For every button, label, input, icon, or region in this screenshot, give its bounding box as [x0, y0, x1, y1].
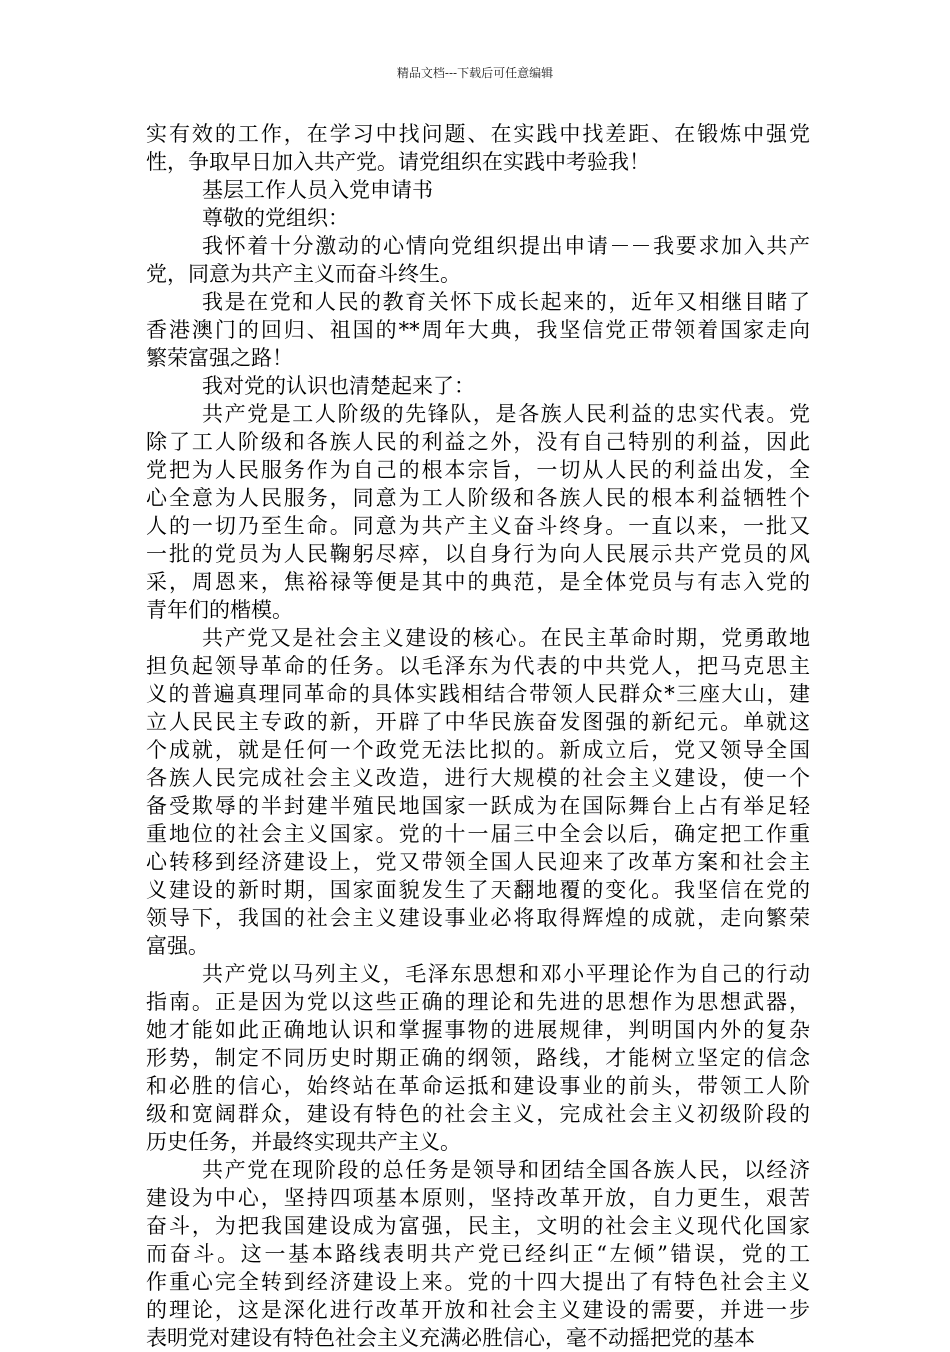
paragraph: [146, 372, 810, 400]
text-line: 青年们的楷模。: [146, 598, 293, 622]
text-line: 一批的党员为人民鞠躬尽瘁，以自身行为向人民展示共产党员的风: [146, 542, 810, 566]
text-line: 基层工作人员入党申请书: [202, 178, 433, 202]
text-line: 共产党以马列主义，毛泽东思想和邓小平理论作为自己的行动: [202, 962, 810, 986]
text-line: 奋斗，为把我国建设成为富强，民主，文明的社会主义现代化国家: [146, 1214, 810, 1238]
text-line: 采，周恩来，焦裕禄等便是其中的典范，是全体党员与有志入党的: [146, 570, 810, 594]
text-line: 我对党的认识也清楚起来了：: [202, 374, 475, 398]
text-line: 级和宽阔群众，建设有特色的社会主义，完成社会主义初级阶段的: [146, 1102, 810, 1126]
paragraph: [146, 400, 810, 624]
paragraph: [146, 960, 810, 1156]
paragraph: [146, 624, 810, 960]
text-line: 共产党是工人阶级的先锋队，是各族人民利益的忠实代表。党: [202, 402, 810, 426]
text-line: 各族人民完成社会主义改造，进行大规模的社会主义建设，使一个: [146, 766, 810, 790]
text-line: 的理论，这是深化进行改革开放和社会主义建设的需要，并进一步: [146, 1298, 810, 1322]
text-line: 备受欺辱的半封建半殖民地国家一跃成为在国际舞台上占有举足轻: [146, 794, 810, 818]
text-line: 党，同意为共产主义而奋斗终生。: [146, 262, 461, 286]
text-line: 形势，制定不同历史时期正确的纲领，路线，才能树立坚定的信念: [146, 1046, 810, 1070]
text-line: 立人民民主专政的新，开辟了中华民族奋发图强的新纪元。单就这: [146, 710, 810, 734]
text-line: 共产党又是社会主义建设的核心。在民主革命时期，党勇敢地: [202, 626, 810, 650]
text-line: 表明党对建设有特色社会主义充满必胜信心，毫不动摇把党的基本: [146, 1326, 755, 1350]
paragraph: [146, 232, 810, 288]
document-body: [146, 120, 810, 1352]
text-line: 领导下，我国的社会主义建设事业必将取得辉煌的成就，走向繁荣: [146, 906, 810, 930]
paragraph: [146, 120, 810, 176]
text-line: 我怀着十分激动的心情向党组织提出申请－－我要求加入共产: [202, 234, 810, 258]
text-line: 党把为人民服务作为自己的根本宗旨，一切从人民的利益出发，全: [146, 458, 810, 482]
text-line: 个成就，就是任何一个政党无法比拟的。新成立后，党又领导全国: [146, 738, 810, 762]
text-line: 指南。正是因为党以这些正确的理论和先进的思想作为思想武器，: [146, 990, 810, 1014]
text-line: 心全意为人民服务，同意为工人阶级和各族人民的根本利益牺牲个: [146, 486, 810, 510]
page-header: 精品文档---下载后可任意编辑: [396, 66, 554, 80]
text-line: 建设为中心，坚持四项基本原则，坚持改革开放，自力更生，艰苦: [146, 1186, 810, 1210]
text-line: 历史任务，并最终实现共产主义。: [146, 1130, 461, 1154]
paragraph: [146, 1156, 810, 1352]
text-line: 而奋斗。这一基本路线表明共产党已经纠正“左倾”错误，党的工: [146, 1242, 810, 1266]
text-line: 和必胜的信心，始终站在革命运抵和建设事业的前头，带领工人阶: [146, 1074, 810, 1098]
text-line: 她才能如此正确地认识和掌握事物的进展规律，判明国内外的复杂: [146, 1018, 810, 1042]
text-line: 富强。: [146, 934, 209, 958]
text-line: 担负起领导革命的任务。以毛泽东为代表的中共党人，把马克思主: [146, 654, 810, 678]
paragraph: [146, 176, 810, 204]
text-line: 我是在党和人民的教育关怀下成长起来的，近年又相继目睹了: [202, 290, 810, 314]
text-line: 共产党在现阶段的总任务是领导和团结全国各族人民，以经济: [202, 1158, 810, 1182]
paragraph: [146, 288, 810, 372]
text-line: 除了工人阶级和各族人民的利益之外，没有自己特别的利益，因此: [146, 430, 810, 454]
text-line: 性，争取早日加入共产党。请党组织在实践中考验我！: [146, 150, 650, 174]
text-line: 义的普遍真理同革命的具体实践相结合带领人民群众*三座大山，建: [146, 682, 810, 706]
text-line: 人的一切乃至生命。同意为共产主义奋斗终身。一直以来，一批又: [146, 514, 810, 538]
text-line: 重地位的社会主义国家。党的十一届三中全会以后，确定把工作重: [146, 822, 810, 846]
text-line: 实有效的工作，在学习中找问题、在实践中找差距、在锻炼中强党: [146, 122, 810, 146]
text-line: 尊敬的党组织：: [202, 206, 349, 230]
text-line: 心转移到经济建设上，党又带领全国人民迎来了改革方案和社会主: [146, 850, 810, 874]
text-line: 香港澳门的回归、祖国的**周年大典，我坚信党正带领着国家走向: [146, 318, 810, 342]
text-line: 作重心完全转到经济建设上来。党的十四大提出了有特色社会主义: [146, 1270, 810, 1294]
text-line: 义建设的新时期，国家面貌发生了天翻地覆的变化。我坚信在党的: [146, 878, 810, 902]
paragraph: [146, 204, 810, 232]
text-line: 繁荣富强之路！: [146, 346, 293, 370]
